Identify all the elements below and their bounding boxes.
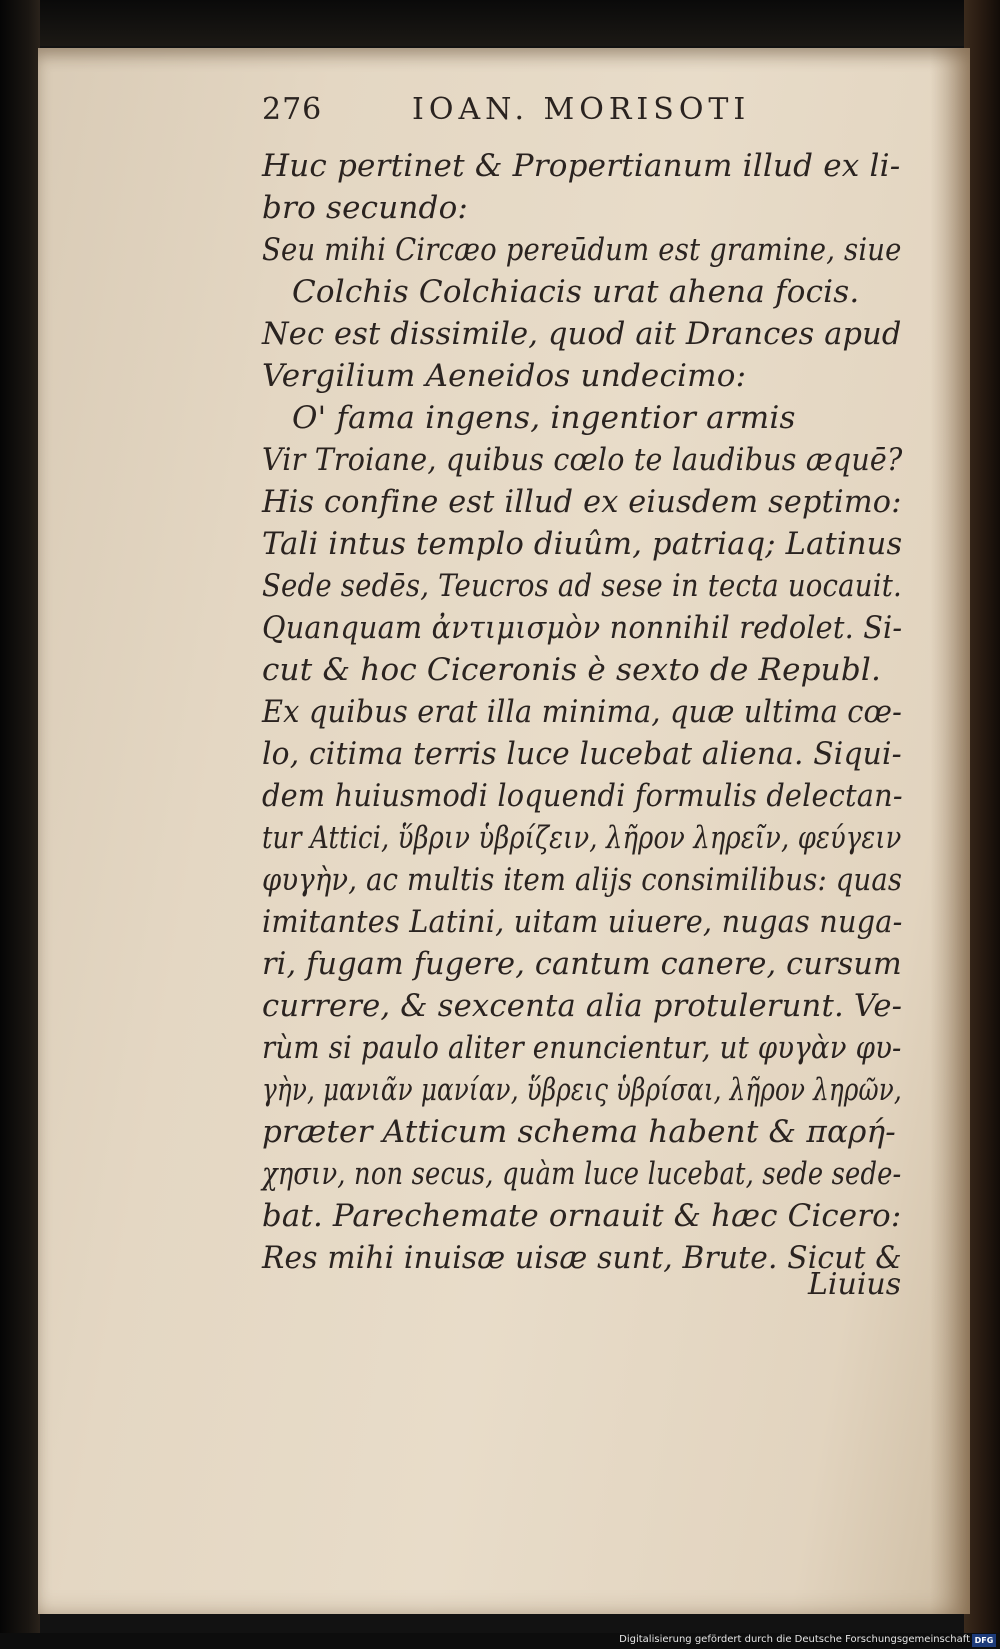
scan-left-edge: [0, 0, 40, 1649]
text-line: Huc pertinet & Propertianum illud ex li-: [262, 148, 901, 184]
text-line: rùm si paulo aliter enuncientur, ut φυγὰν φυ-: [262, 1030, 902, 1066]
text-line: χησιν, non secus, quàm luce lucebat, sede sede-: [262, 1156, 902, 1192]
footer-credit: Digitalisierung gefördert durch die Deutsche Forschungsgemeinschaft: [619, 1634, 970, 1645]
text-line: Tali intus templo diuûm, patriaq; Latinus: [262, 526, 903, 562]
text-line: tur Attici, ὕβριν ὑβρίζειν, λῆρον ληρεῖν, φεύγειν: [262, 820, 902, 856]
text-line: currere, & sexcenta alia protulerunt. Ve-: [262, 988, 903, 1024]
text-line: ri, fugam fugere, cantum canere, cursum: [262, 946, 902, 982]
scan-top-edge: [0, 0, 1000, 46]
text-line: dem huiusmodi loquendi formulis delectan-: [262, 778, 903, 814]
text-line: O' fama ingens, ingentior armis: [292, 400, 796, 436]
text-line: bro secundo:: [262, 190, 469, 226]
text-line: lo, citima terris luce lucebat aliena. Siqui-: [262, 736, 902, 772]
page-number: 276: [262, 92, 323, 127]
page-header: [262, 92, 862, 144]
text-line: Seu mihi Circæo pereūdum est gramine, siue: [262, 232, 902, 268]
text-line: cut & hoc Ciceronis è sexto de Republ.: [262, 652, 882, 688]
dfg-logo: DFG: [972, 1634, 996, 1647]
running-head: IOAN. MORISOTI: [412, 92, 751, 127]
text-line: Vir Troiane, quibus cœlo te laudibus æquē?: [262, 442, 903, 478]
text-line: imitantes Latini, uitam uiuere, nugas nuga-: [262, 904, 903, 940]
page-gutter-shadow: [930, 48, 970, 1614]
text-line: Res mihi inuisæ uisæ sunt, Brute. Sicut &: [262, 1240, 902, 1276]
text-line: Ex quibus erat illa minima, quæ ultima cœ-: [262, 694, 903, 730]
text-line: γὴν, μανιᾶν μανίαν, ὕβρεις ὑβρίσαι, λῆρον ληρῶν,: [262, 1072, 902, 1108]
text-line: Colchis Colchiacis urat ahena focis.: [292, 274, 860, 310]
text-line: præter Atticum schema habent & παρή-: [262, 1114, 896, 1150]
text-line: Sede sedēs, Teucros ad sese in tecta uocauit.: [262, 568, 902, 604]
text-line: Vergilium Aeneidos undecimo:: [262, 358, 747, 394]
text-line: Nec est dissimile, quod ait Drances apud: [262, 316, 902, 352]
text-line: bat. Parechemate ornauit & hæc Cicero:: [262, 1198, 902, 1234]
text-line: φυγὴν, ac multis item alijs consimilibus: quas: [262, 862, 903, 898]
text-line: Quanquam ἀντιμισμὸν nonnihil redolet. Si-: [262, 610, 903, 646]
catchword: Liuius: [808, 1267, 902, 1302]
text-line: His confine est illud ex eiusdem septimo:: [262, 484, 902, 520]
